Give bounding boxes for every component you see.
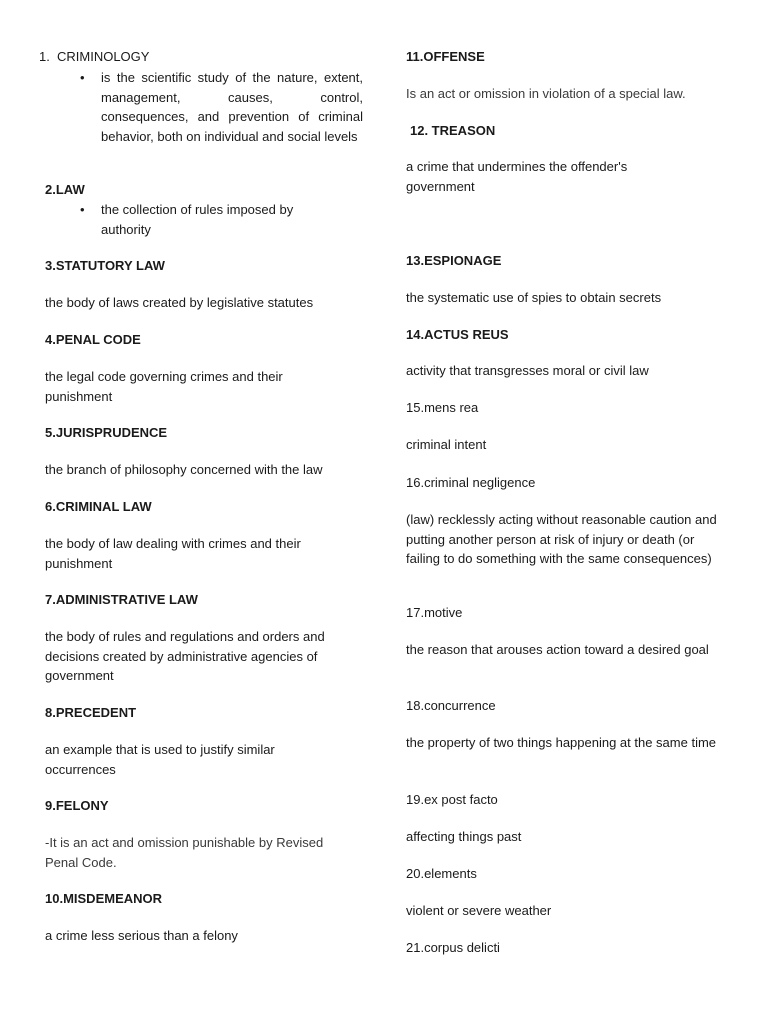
term-definition: the body of law dealing with crimes and their punishment: [45, 536, 301, 571]
term-definition: a crime that undermines the offender's government: [406, 159, 628, 194]
term-title: 5.JURISPRUDENCE: [45, 425, 168, 440]
term-title: 3.STATUTORY LAW: [45, 258, 165, 273]
term-definition: the systematic use of spies to obtain secrets: [406, 290, 662, 305]
term-title: 8.PRECEDENT: [45, 705, 137, 720]
term-title: 21.corpus delicti: [406, 940, 500, 955]
term-title: 13.ESPIONAGE: [406, 253, 502, 268]
term-title: 7.ADMINISTRATIVE LAW: [45, 592, 198, 607]
term-title: 12. TREASON: [410, 123, 496, 138]
term-definition: (law) recklessly acting without reasonable caution and putting another person at risk of injury or death (or failing to do something with the same consequences): [406, 512, 717, 566]
term-title: 10.MISDEMEANOR: [45, 891, 163, 906]
term-title: CRIMINOLOGY: [57, 49, 150, 64]
term-definition: the reason that arouses action toward a desired goal: [406, 642, 709, 657]
term-definition: criminal intent: [406, 437, 487, 452]
term-title: 11.OFFENSE: [406, 49, 485, 64]
term-number: 1.: [39, 49, 50, 64]
term-title: 9.FELONY: [45, 798, 109, 813]
term-title: 6.CRIMINAL LAW: [45, 499, 152, 514]
term-title: 2.LAW: [45, 182, 85, 197]
term-title: 14.ACTUS REUS: [406, 327, 509, 342]
term-title: 19.ex post facto: [406, 792, 498, 807]
term-definition: the branch of philosophy concerned with the law: [45, 462, 323, 477]
term-definition: affecting things past: [406, 829, 522, 844]
term-definition: the body of laws created by legislative statutes: [45, 295, 314, 310]
term-title: 15.mens rea: [406, 400, 479, 415]
term-definition: violent or severe weather: [406, 903, 552, 918]
term-definition: a crime less serious than a felony: [45, 928, 238, 943]
term-definition: the collection of rules imposed by authority: [101, 202, 294, 237]
term-definition: an example that is used to justify similar occurrences: [45, 742, 275, 777]
term-title: 20.elements: [406, 866, 477, 881]
bullet-icon: •: [80, 70, 85, 85]
term-title: 4.PENAL CODE: [45, 332, 141, 347]
bullet-icon: •: [80, 202, 85, 217]
term-title: 18.concurrence: [406, 698, 496, 713]
term-definition: the body of rules and regulations and orders and decisions created by administrative agencies of government: [45, 629, 325, 683]
term-title: 16.criminal negligence: [406, 475, 536, 490]
term-definition: the property of two things happening at the same time: [406, 735, 717, 750]
term-definition: the legal code governing crimes and their punishment: [45, 369, 283, 404]
term-definition: is the scientific study of the nature, extent, management, causes, control, consequences, and prevention of criminal behavior, both on individual and social levels: [101, 70, 363, 144]
term-title: 17.motive: [406, 605, 463, 620]
term-definition: -It is an act and omission punishable by Revised Penal Code.: [45, 835, 324, 870]
term-definition: activity that transgresses moral or civil law: [406, 363, 649, 378]
term-definition: Is an act or omission in violation of a special law.: [406, 86, 686, 101]
